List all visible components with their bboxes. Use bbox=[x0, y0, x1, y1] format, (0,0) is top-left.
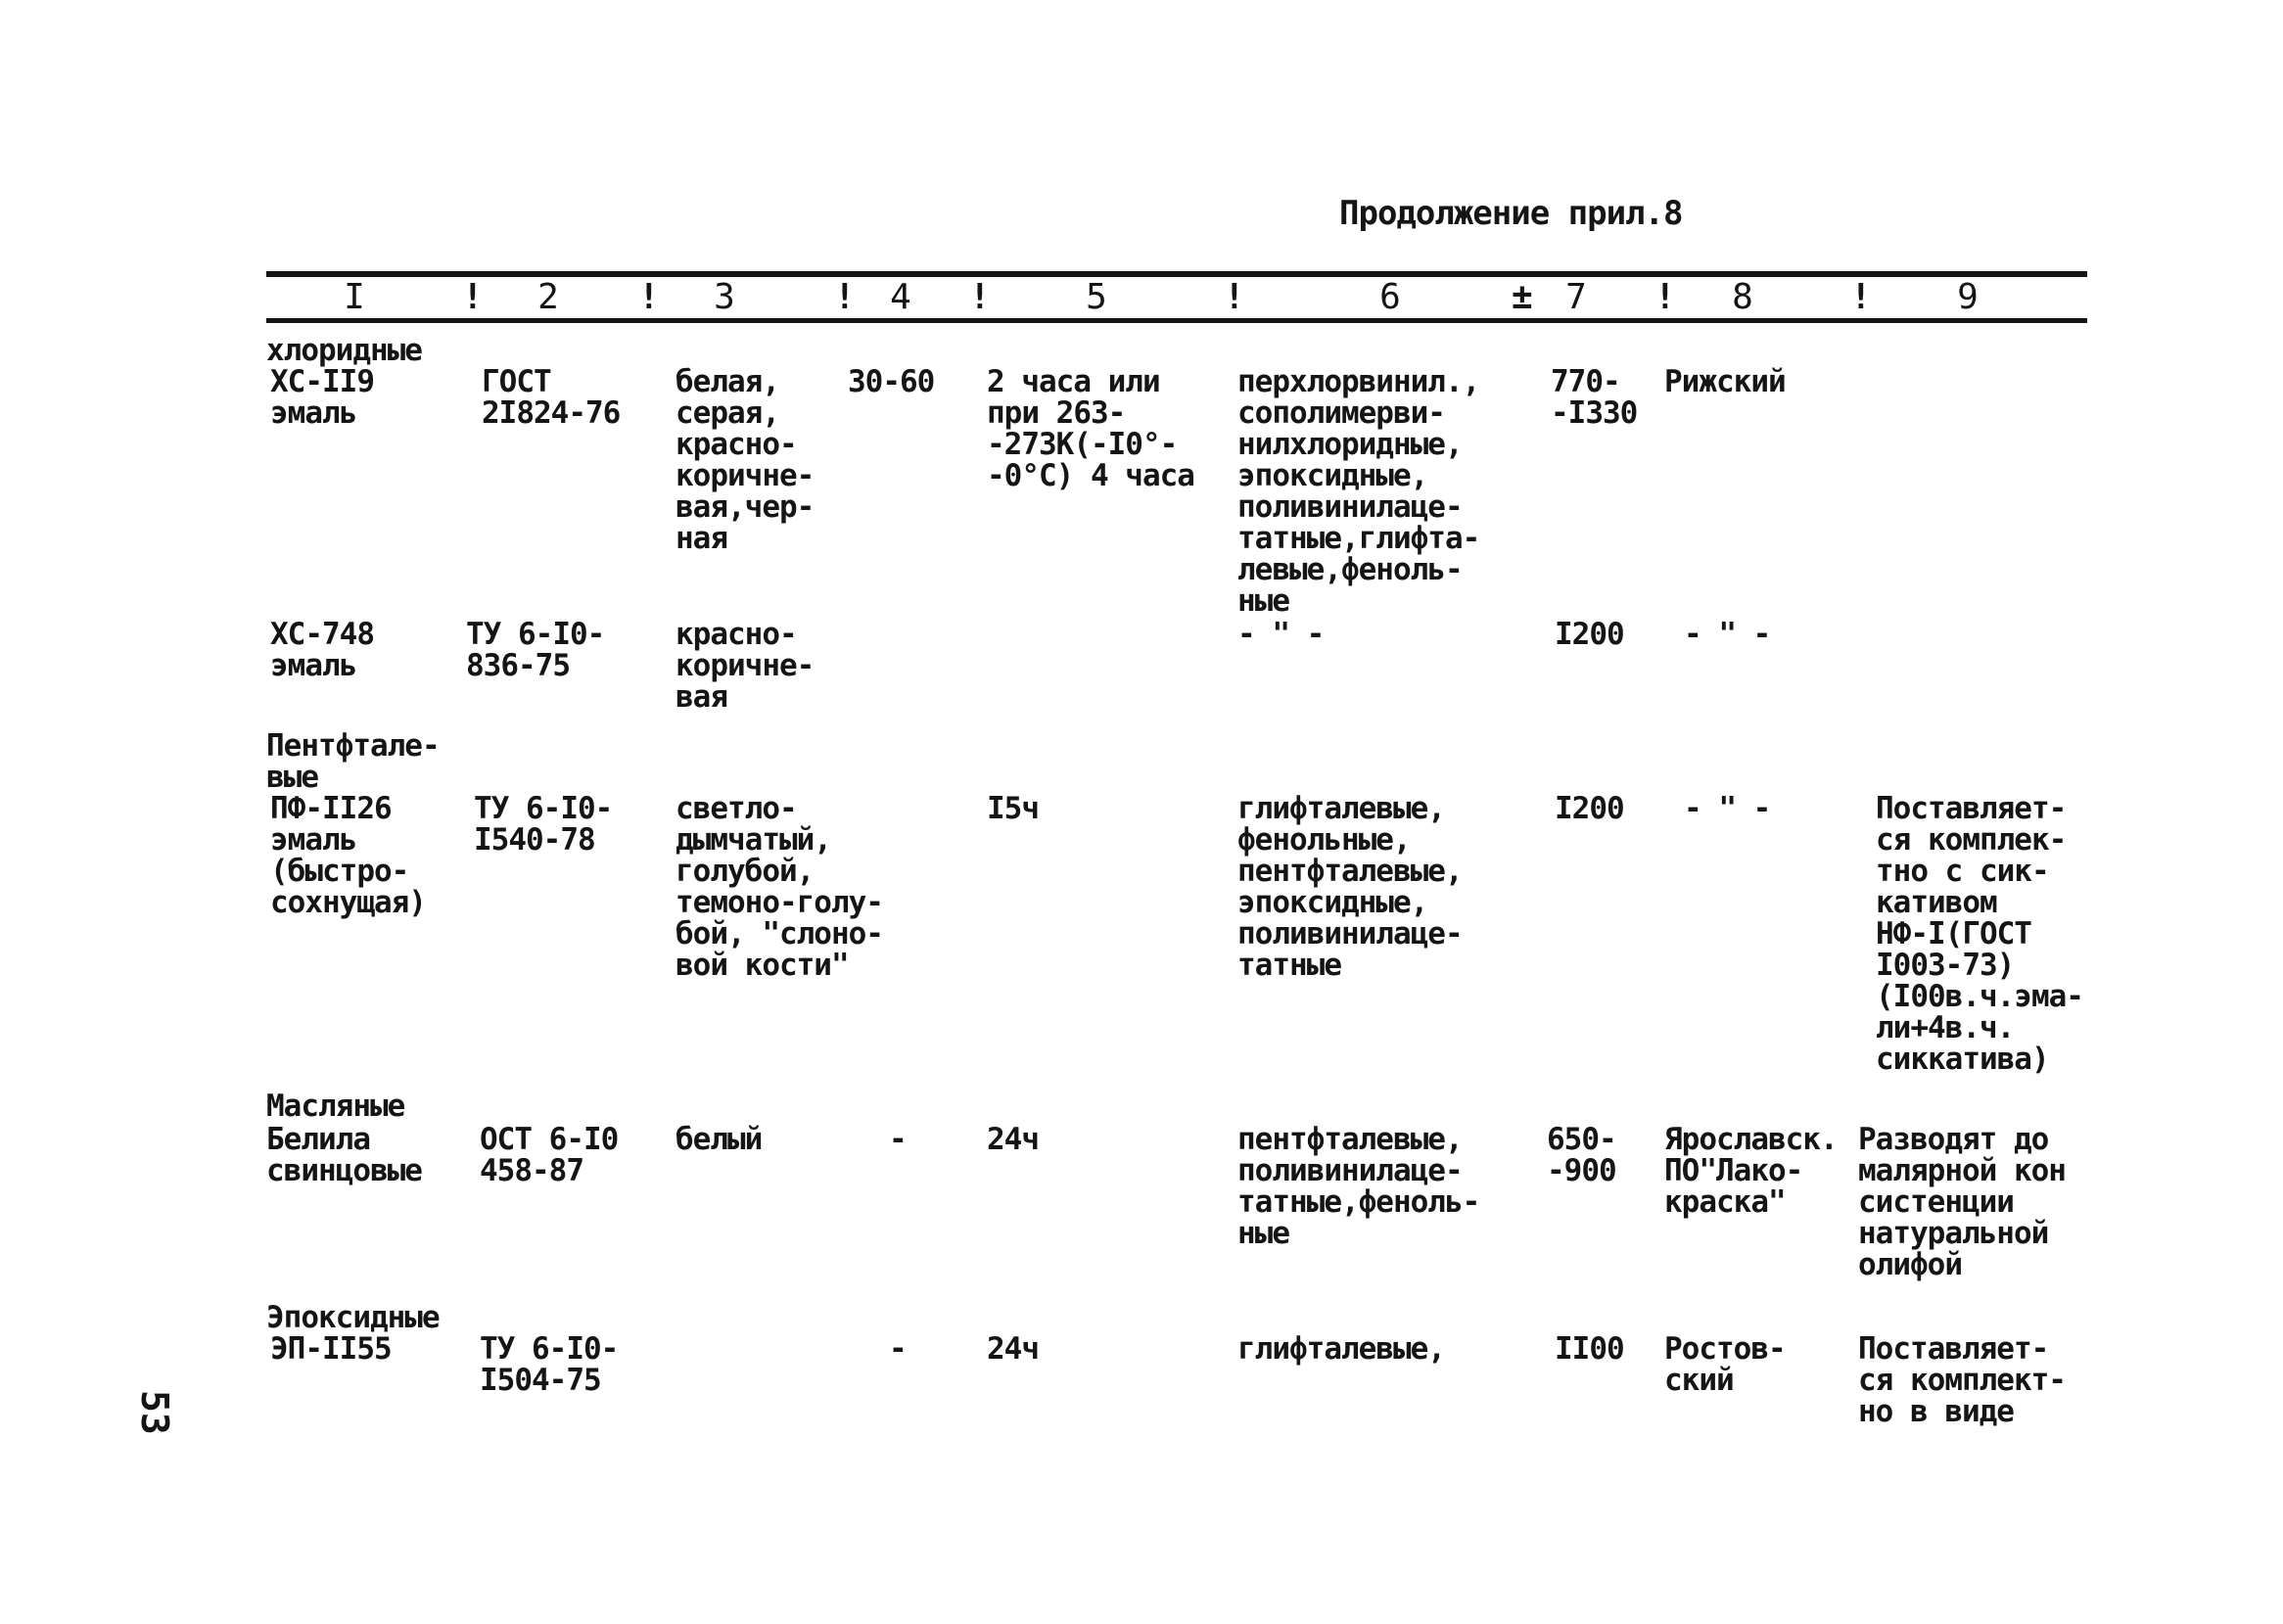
table-cell-note: Разводят до малярной кон систенции натуральной олифой bbox=[1858, 1122, 2066, 1282]
table-cell-name: ПФ-II26 эмаль (быстро- сохнущая) bbox=[270, 791, 426, 920]
table-header-rule bbox=[266, 318, 2087, 323]
table-cell-standard: ТУ 6-I0- I504-75 bbox=[480, 1331, 619, 1398]
table-cell-compatible: глифталевые, фенольные, пентфталевые, эпоксидные, поливинилаце- татные bbox=[1237, 791, 1463, 983]
column-separator: ! bbox=[1224, 277, 1245, 317]
table-cell-drying: 24ч bbox=[987, 1331, 1039, 1367]
group-label-chloride: хлоридные bbox=[266, 333, 422, 368]
table-cell-col7: II00 bbox=[1555, 1331, 1624, 1367]
column-separator: ± bbox=[1512, 277, 1533, 317]
table-cell-note: Поставляет- ся комплект- но в виде bbox=[1858, 1331, 2066, 1429]
column-header-7: 7 bbox=[1565, 277, 1587, 317]
table-cell-name: ХС-748 эмаль bbox=[270, 617, 374, 683]
column-separator: ! bbox=[1850, 277, 1872, 317]
group-label-oil: Масляные bbox=[266, 1089, 405, 1124]
column-separator: ! bbox=[1654, 277, 1676, 317]
table-cell-compatible: перхлорвинил., сополимерви- нилхлоридные, эпоксидные, поливинилаце- татные,глифта- левые,феноль- ные bbox=[1237, 364, 1480, 619]
table-cell-drying: 24ч bbox=[987, 1122, 1039, 1157]
table-cell-standard: ГОСТ 2I824-76 bbox=[482, 364, 621, 431]
column-header-6: 6 bbox=[1379, 277, 1401, 317]
table-cell-col7: I200 bbox=[1555, 617, 1624, 652]
table-cell-manufacturer: - " - bbox=[1684, 617, 1771, 652]
table-cell-manufacturer: - " - bbox=[1684, 791, 1771, 826]
table-cell-color: белый bbox=[676, 1122, 763, 1157]
table-cell-compatible: глифталевые, bbox=[1237, 1331, 1445, 1367]
table-cell-color: красно- коричне- вая bbox=[676, 617, 815, 715]
table-cell-color: белая, серая, красно- коричне- вая,чер- ная bbox=[676, 364, 815, 556]
table-cell-note: Поставляет- ся комплек- тно с сик- кативом НФ-I(ГОСТ I003-73) (I00в.ч.эма- ли+4в.ч. сиккатива) bbox=[1876, 791, 2083, 1077]
column-header-1: I bbox=[344, 277, 365, 317]
group-label-pentaphthalic: Пентфтале- вые bbox=[266, 728, 440, 795]
table-cell-col7: 770- -I330 bbox=[1551, 364, 1638, 431]
column-separator: ! bbox=[462, 277, 484, 317]
column-separator: ! bbox=[834, 277, 856, 317]
table-cell-manufacturer: Ростов- ский bbox=[1664, 1331, 1786, 1398]
table-cell-col4: - bbox=[889, 1122, 907, 1157]
continuation-title: Продолжение прил.8 bbox=[1339, 194, 1683, 233]
table-cell-manufacturer: Ярославск. ПО"Лако- краска" bbox=[1664, 1122, 1838, 1220]
column-header-5: 5 bbox=[1086, 277, 1107, 317]
table-cell-standard: ОСТ 6-I0 458-87 bbox=[480, 1122, 619, 1188]
table-cell-name: ХС-II9 эмаль bbox=[270, 364, 374, 431]
table-cell-color: светло- дымчатый, голубой, темоно-голу- бой, "слоно- вой кости" bbox=[676, 791, 883, 983]
table-cell-drying: 2 часа или при 263- -273К(-I0°- -0°С) 4 часа bbox=[987, 364, 1194, 493]
table-cell-name: Белила свинцовые bbox=[266, 1122, 422, 1188]
table-cell-standard: ТУ 6-I0- I540-78 bbox=[474, 791, 613, 858]
table-cell-col7: I200 bbox=[1555, 791, 1624, 826]
column-separator: ! bbox=[638, 277, 660, 317]
table-cell-name: ЭП-II55 bbox=[270, 1331, 392, 1367]
table-cell-manufacturer: Рижский bbox=[1664, 364, 1786, 399]
column-separator: ! bbox=[969, 277, 991, 317]
table-cell-col4: - bbox=[889, 1331, 907, 1367]
group-label-epoxy: Эпоксидные bbox=[266, 1300, 440, 1335]
table-cell-col4: 30-60 bbox=[848, 364, 935, 399]
column-header-2: 2 bbox=[537, 277, 559, 317]
page-number: 53 bbox=[133, 1390, 176, 1435]
table-cell-drying: I5ч bbox=[987, 791, 1039, 826]
table-cell-compatible: пентфталевые, поливинилаце- татные,феноль- ные bbox=[1237, 1122, 1480, 1251]
column-header-8: 8 bbox=[1732, 277, 1753, 317]
table-cell-compatible: - " - bbox=[1237, 617, 1325, 652]
table-cell-col7: 650- -900 bbox=[1547, 1122, 1616, 1188]
table-cell-standard: ТУ 6-I0- 836-75 bbox=[466, 617, 605, 683]
column-header-4: 4 bbox=[890, 277, 911, 317]
column-header-9: 9 bbox=[1957, 277, 1979, 317]
column-header-3: 3 bbox=[714, 277, 735, 317]
